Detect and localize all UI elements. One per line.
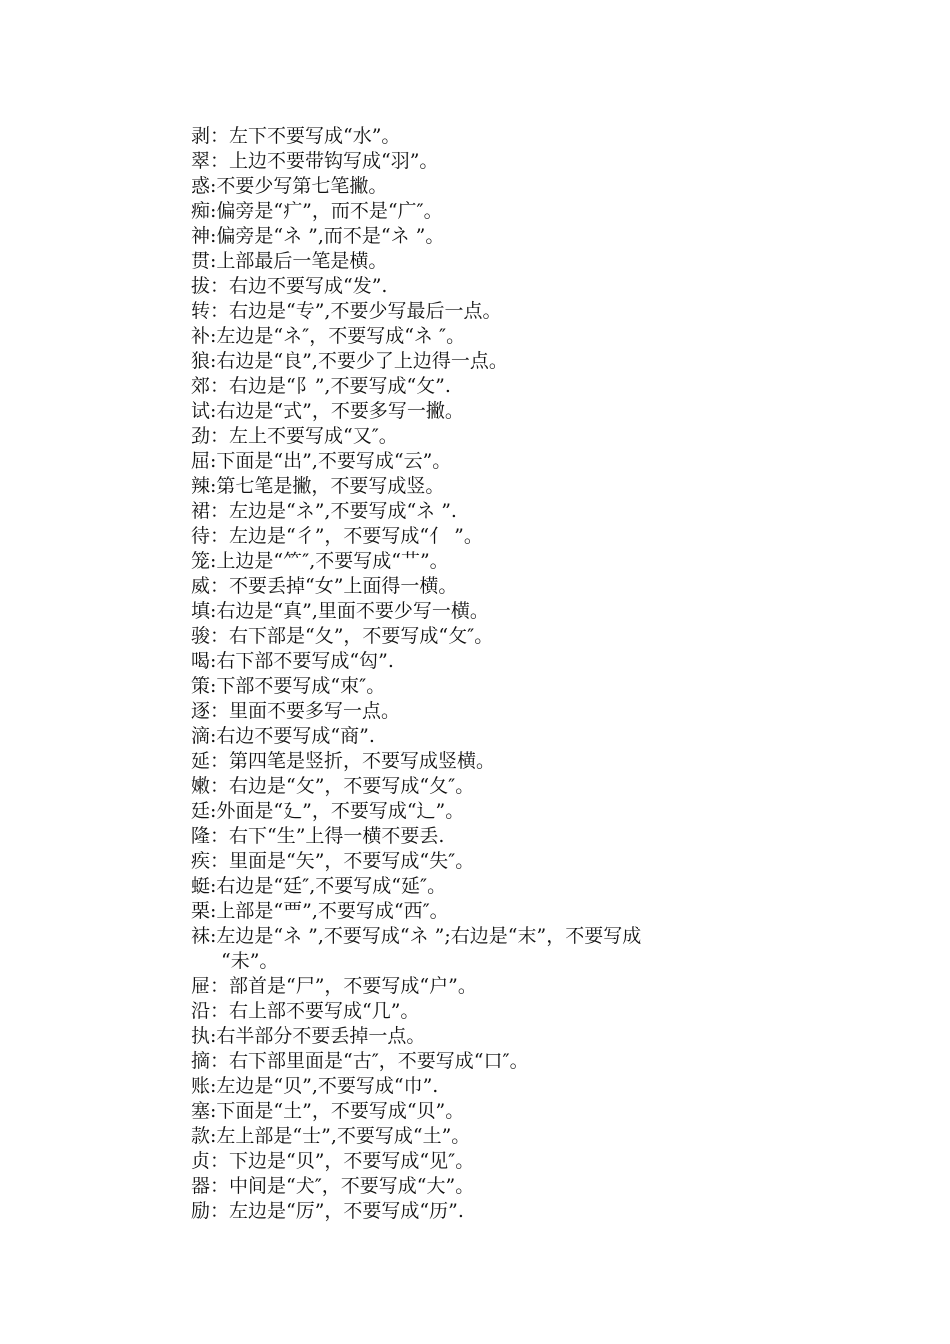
text-line: 翠：上边不要带钩写成“羽”。 <box>191 150 439 172</box>
text-line: 逐：里面不要多写一点。 <box>191 700 401 722</box>
text-line: 笼:上边是“⺮″,不要写成“艹”。 <box>191 550 449 572</box>
text-line: 蜓:右边是“廷″,不要写成“延″。 <box>191 875 447 897</box>
text-line: 屉：部首是“尸”，不要写成“户”。 <box>191 975 477 997</box>
text-line: 神:偏旁是“ネ ”,而不是“ネ ”。 <box>191 225 445 247</box>
text-line: 裙：左边是“ネ”,不要写成“ネ ”. <box>191 500 457 522</box>
text-line: 器：中间是“犬″，不要写成“大”。 <box>191 1175 475 1197</box>
text-line: 剥：左下不要写成“水”。 <box>191 125 401 147</box>
text-line: 款:左上部是“士”,不要写成“土”。 <box>191 1125 471 1147</box>
text-line: 袜:左边是“ネ ”,不要写成“ネ ”;右边是“末”，不要写成 <box>191 925 642 947</box>
text-line: 劲：左上不要写成“又″。 <box>191 425 398 447</box>
text-lines <box>191 124 821 1224</box>
text-line: 郊：右边是“阝”,不要写成“攵”. <box>191 375 451 397</box>
text-line: 疾：里面是“矢”，不要写成“失″。 <box>191 850 475 872</box>
text-line: 隆：右下“生”上得一横不要丢. <box>191 825 445 847</box>
text-line: 惑:不要少写第七笔撇。 <box>191 175 388 197</box>
text-line: 试:右边是“式”，不要多写一撇。 <box>191 400 464 422</box>
text-line: 辣:第七笔是撇，不要写成竖。 <box>191 475 445 497</box>
text-line: 狼:右边是“良”,不要少了上边得一点。 <box>191 350 508 372</box>
text-line: 补:左边是“ネ″，不要写成“ネ ″。 <box>191 325 466 347</box>
text-line: 转：右边是“专”,不要少写最后一点。 <box>191 300 502 322</box>
text-line: 延：第四笔是竖折，不要写成竖横。 <box>191 750 496 772</box>
text-line: 贞：下边是“贝”，不要写成“见″。 <box>191 1150 475 1172</box>
text-line: 屈:下面是“出”,不要写成“云”。 <box>191 450 452 472</box>
text-line-continuation: “未”。 <box>221 950 279 972</box>
text-line: 痴:偏旁是“疒”，而不是“广″。 <box>191 200 443 222</box>
text-line: 威：不要丢掉“女”上面得一横。 <box>191 575 458 597</box>
text-line: 滴:右边不要写成“商”. <box>191 725 375 747</box>
text-line: 栗:上部是“覀”,不要写成“西″。 <box>191 900 449 922</box>
text-line: 待：左边是“彳”，不要写成“亻 ”。 <box>191 525 483 547</box>
text-line: 执:右半部分不要丢掉一点。 <box>191 1025 426 1047</box>
text-line: 骏：右下部是“夂”，不要写成“攵″。 <box>191 625 494 647</box>
text-line: 摘：右下部里面是“古″，不要写成“口″。 <box>191 1050 529 1072</box>
text-line: 策:下部不要写成“朿″。 <box>191 675 386 697</box>
text-line: 嫩：右边是“攵”，不要写成“夂″。 <box>191 775 475 797</box>
text-line: 拔：右边不要写成“发”. <box>191 275 388 297</box>
text-line: 塞:下面是“土”，不要写成“贝”。 <box>191 1100 465 1122</box>
text-line: 沿：右上部不要写成“几”。 <box>191 1000 420 1022</box>
text-line: 廷:外面是“廴”，不要写成“辶”。 <box>191 800 465 822</box>
text-line: 贯:上部最后一笔是横。 <box>191 250 388 272</box>
text-line: 喝:右下部不要写成“匃”. <box>191 650 394 672</box>
text-line: 填:右边是“真”,里面不要少写一横。 <box>191 600 489 622</box>
text-line: 励：左边是“厉”，不要写成“历”. <box>191 1200 464 1222</box>
text-line: 账:左边是“贝”,不要写成“巾”. <box>191 1075 439 1097</box>
